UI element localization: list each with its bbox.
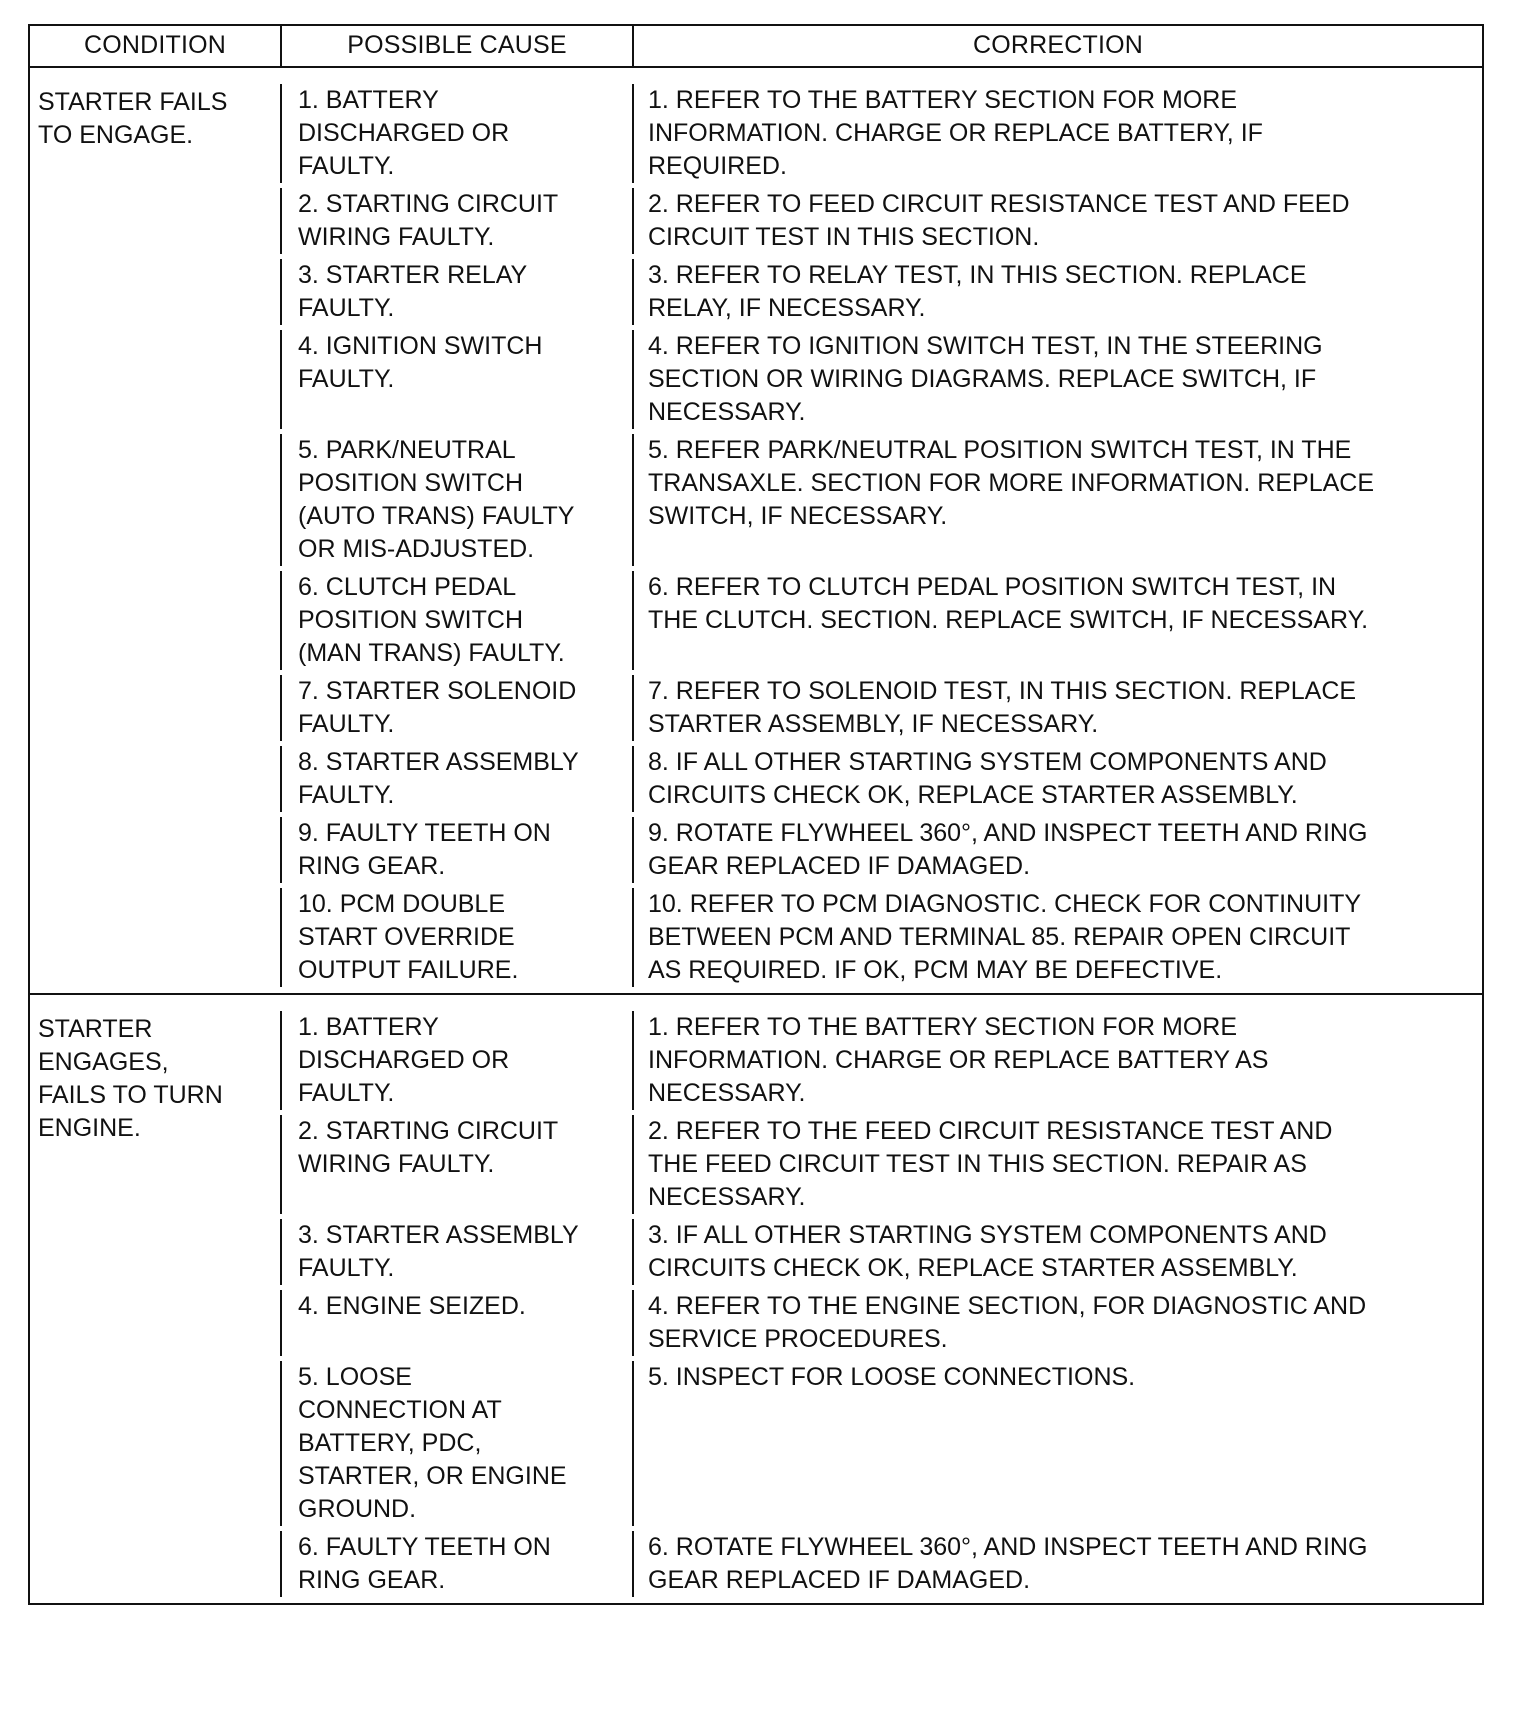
table-row [280,746,1482,812]
cause-correction-list [280,68,1482,993]
header-condition: CONDITION [83,31,227,59]
cause-cell: 9. FAULTY TEETH ON RING GEAR. [280,817,632,883]
correction-cell: 5. REFER PARK/NEUTRAL POSITION SWITCH TEST, IN THE TRANSAXLE. SECTION FOR MORE INFORMATION. REPLACE SWITCH, IF NECESSARY. [632,434,1482,566]
cause-cell: 2. STARTING CIRCUIT WIRING FAULTY. [280,1115,632,1214]
table-row [280,84,1482,183]
correction-cell: 4. REFER TO IGNITION SWITCH TEST, IN THE STEERING SECTION OR WIRING DIAGRAMS. REPLACE SWITCH, IF NECESSARY. [632,330,1482,429]
correction-cell: 1. REFER TO THE BATTERY SECTION FOR MORE INFORMATION. CHARGE OR REPLACE BATTERY, IF REQUIRED. [632,84,1482,183]
correction-cell: 2. REFER TO FEED CIRCUIT RESISTANCE TEST AND FEED CIRCUIT TEST IN THIS SECTION. [632,188,1482,254]
cause-cell: 3. STARTER RELAY FAULTY. [280,259,632,325]
correction-cell: 6. REFER TO CLUTCH PEDAL POSITION SWITCH TEST, IN THE CLUTCH. SECTION. REPLACE SWITCH, IF NECESSARY. [632,571,1482,670]
condition-group-1 [30,68,1482,993]
table-row [280,888,1482,987]
cause-cell: 10. PCM DOUBLE START OVERRIDE OUTPUT FAILURE. [280,888,632,987]
correction-cell: 6. ROTATE FLYWHEEL 360°, AND INSPECT TEETH AND RING GEAR REPLACED IF DAMAGED. [632,1531,1482,1597]
table-row [280,188,1482,254]
table-header [30,26,1482,68]
cause-cell: 5. LOOSE CONNECTION AT BATTERY, PDC, STARTER, OR ENGINE GROUND. [280,1361,632,1526]
cause-cell: 3. STARTER ASSEMBLY FAULTY. [280,1219,632,1285]
correction-cell: 7. REFER TO SOLENOID TEST, IN THIS SECTION. REPLACE STARTER ASSEMBLY, IF NECESSARY. [632,675,1482,741]
cause-cell: 2. STARTING CIRCUIT WIRING FAULTY. [280,188,632,254]
header-possible-cause: POSSIBLE CAUSE [280,26,632,66]
table-row [280,259,1482,325]
cause-cell: 7. STARTER SOLENOID FAULTY. [280,675,632,741]
condition-group-2 [30,993,1482,1603]
table-row [280,571,1482,670]
cause-cell: 4. ENGINE SEIZED. [280,1290,632,1356]
cause-cell: 4. IGNITION SWITCH FAULTY. [280,330,632,429]
cause-cell: 6. CLUTCH PEDAL POSITION SWITCH (MAN TRANS) FAULTY. [280,571,632,670]
table-row [280,434,1482,566]
table-row [280,1219,1482,1285]
correction-cell: 1. REFER TO THE BATTERY SECTION FOR MORE INFORMATION. CHARGE OR REPLACE BATTERY AS NECESSARY. [632,1011,1482,1110]
table-row [280,1011,1482,1110]
correction-cell: 2. REFER TO THE FEED CIRCUIT RESISTANCE TEST AND THE FEED CIRCUIT TEST IN THIS SECTION. REPAIR AS NECESSARY. [632,1115,1482,1214]
correction-cell: 3. IF ALL OTHER STARTING SYSTEM COMPONENTS AND CIRCUITS CHECK OK, REPLACE STARTER ASSEMBLY. [632,1219,1482,1285]
correction-cell: 8. IF ALL OTHER STARTING SYSTEM COMPONENTS AND CIRCUITS CHECK OK, REPLACE STARTER ASSEMBLY. [632,746,1482,812]
condition-cell: STARTER ENGAGES, FAILS TO TURN ENGINE. [38,1015,223,1142]
diagnosis-table [28,24,1484,1605]
table-row [280,1531,1482,1597]
correction-cell: 9. ROTATE FLYWHEEL 360°, AND INSPECT TEETH AND RING GEAR REPLACED IF DAMAGED. [632,817,1482,883]
table-row [280,330,1482,429]
table-row [280,1290,1482,1356]
table-row [280,817,1482,883]
correction-cell: 5. INSPECT FOR LOOSE CONNECTIONS. [632,1361,1482,1526]
header-correction: CORRECTION [632,26,1482,66]
condition-cell: STARTER FAILS TO ENGAGE. [38,88,228,149]
correction-cell: 3. REFER TO RELAY TEST, IN THIS SECTION. REPLACE RELAY, IF NECESSARY. [632,259,1482,325]
cause-cell: 8. STARTER ASSEMBLY FAULTY. [280,746,632,812]
cause-correction-list [280,995,1482,1603]
cause-cell: 1. BATTERY DISCHARGED OR FAULTY. [280,1011,632,1110]
table-row [280,1115,1482,1214]
cause-cell: 6. FAULTY TEETH ON RING GEAR. [280,1531,632,1597]
cause-cell: 5. PARK/NEUTRAL POSITION SWITCH (AUTO TRANS) FAULTY OR MIS-ADJUSTED. [280,434,632,566]
cause-cell: 1. BATTERY DISCHARGED OR FAULTY. [280,84,632,183]
table-row [280,1361,1482,1526]
correction-cell: 10. REFER TO PCM DIAGNOSTIC. CHECK FOR CONTINUITY BETWEEN PCM AND TERMINAL 85. REPAIR OPEN CIRCUIT AS REQUIRED. IF OK, PCM MAY BE DEFECTIVE. [632,888,1482,987]
table-row [280,675,1482,741]
correction-cell: 4. REFER TO THE ENGINE SECTION, FOR DIAGNOSTIC AND SERVICE PROCEDURES. [632,1290,1482,1356]
